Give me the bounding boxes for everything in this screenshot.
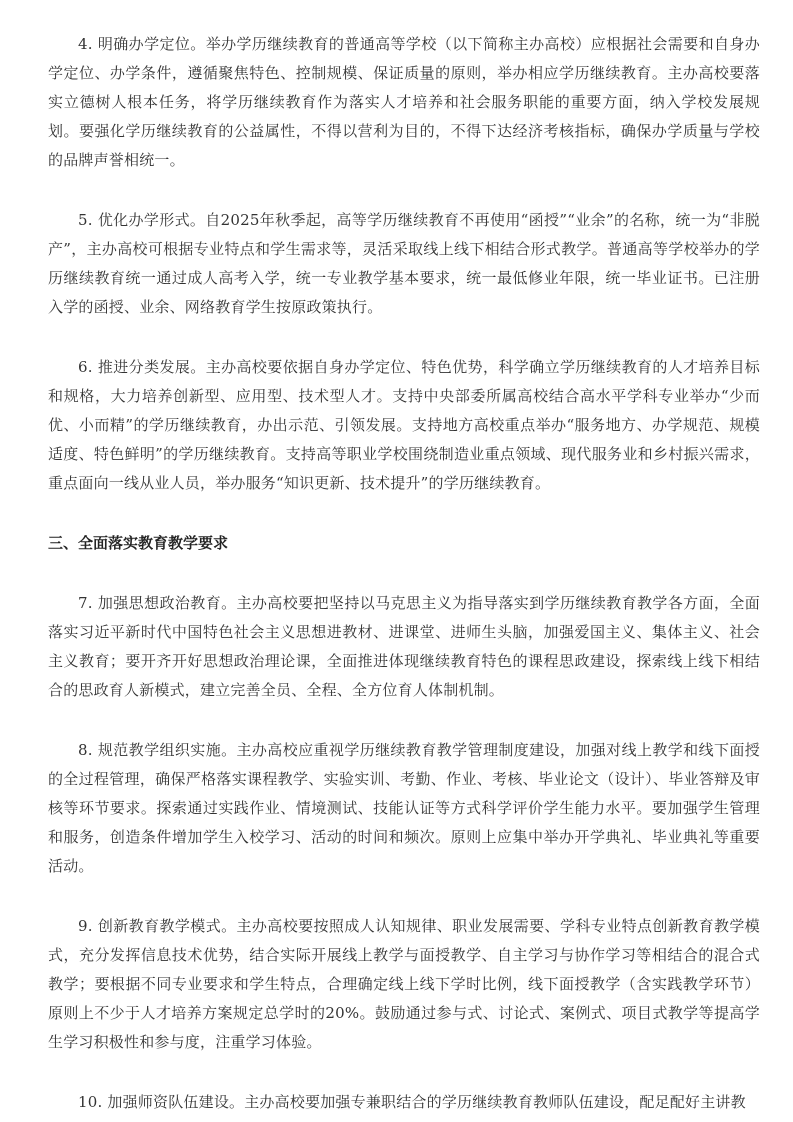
paragraph-gap xyxy=(48,558,760,589)
paragraph-gap xyxy=(48,322,760,353)
paragraph-gap xyxy=(48,1057,760,1088)
section-heading: 三、全面落实教育教学要求 xyxy=(48,534,229,552)
paragraph-gap xyxy=(48,175,760,206)
paragraph-gap xyxy=(48,705,760,736)
paragraph-gap xyxy=(48,498,760,529)
paragraph-6: 6. 推进分类发展。主办高校要依据自身办学定位、特色优势，科学确立学历继续教育的人才培养目标和规格，大力培养创新型、应用型、技术型人才。支持中央部委所属高校结合高水平学科专业举办“少而优、小而精”的学历继续教育，办出示范、引领发展。支持地方高校重点举办“服务地方、办学规范、规模适度、特色鲜明”的学历继续教育。支持高等职业学校围绕制造业重点领域、现代服务业和乡村振兴需求，重点面向一线从业人员，举办服务“知识更新、技术提升”的学历继续教育。 xyxy=(48,358,760,492)
paragraph-10: 10. 加强师资队伍建设。主办高校要加强专兼职结合的学历继续教育教师队伍建设，配足配好主讲教 xyxy=(78,1093,746,1111)
paragraph-8: 8. 规范教学组织实施。主办高校应重视学历继续教育教学管理制度建设，加强对线上教学和线下面授的全过程管理，确保严格落实课程教学、实验实训、考勤、作业、考核、毕业论文（设计）、毕业答辩及审核等环节要求。探索通过实践作业、情境测试、技能认证等方式科学评价学生能力水平。要加强学生管理和服务，创造条件增加学生入校学习、活动的时间和频次。原则上应集中举办开学典礼、毕业典礼等重要活动。 xyxy=(48,741,760,875)
paragraph-4: 4. 明确办学定位。举办学历继续教育的普通高等学校（以下简称主办高校）应根据社会需要和自身办学定位、办学条件，遵循聚焦特色、控制规模、保证质量的原则，举办相应学历继续教育。主办高校要落实立德树人根本任务，将学历继续教育作为落实人才培养和社会服务职能的重要方面，纳入学校发展规划。要强化学历继续教育的公益属性，不得以营利为目的，不得下达经济考核指标，确保办学质量与学校的品牌声誉相统一。 xyxy=(48,35,760,169)
paragraph-7: 7. 加强思想政治教育。主办高校要把坚持以马克思主义为指导落实到学历继续教育教学各方面，全面落实习近平新时代中国特色社会主义思想进教材、进课堂、进师生头脑，加强爱国主义、集体主义、社会主义教育；要开齐开好思想政治理论课，全面推进体现继续教育特色的课程思政建设，探索线上线下相结合的思政育人新模式，建立完善全员、全程、全方位育人体制机制。 xyxy=(48,594,760,699)
paragraph-5: 5. 优化办学形式。自2025年秋季起，高等学历继续教育不再使用“函授”“业余”的名称，统一为“非脱产”，主办高校可根据专业特点和学生需求等，灵活采取线上线下相结合形式教学。普通高等学校举办的学历继续教育统一通过成人高考入学，统一专业教学基本要求，统一最低修业年限，统一毕业证书。已注册入学的函授、业余、网络教育学生按原政策执行。 xyxy=(48,211,760,316)
document-page xyxy=(48,30,760,1117)
paragraph-9: 9. 创新教育教学模式。主办高校要按照成人认知规律、职业发展需要、学科专业特点创新教育教学模式，充分发挥信息技术优势，结合实际开展线上教学与面授教学、自主学习与协作学习等相结合的混合式教学；要根据不同专业要求和学生特点，合理确定线上线下学时比例，线下面授教学（含实践教学环节）原则上不少于人才培养方案规定总学时的20%。鼓励通过参与式、讨论式、案例式、项目式教学等提高学生学习积极性和参与度，注重学习体验。 xyxy=(48,917,760,1051)
paragraph-gap xyxy=(48,881,760,912)
